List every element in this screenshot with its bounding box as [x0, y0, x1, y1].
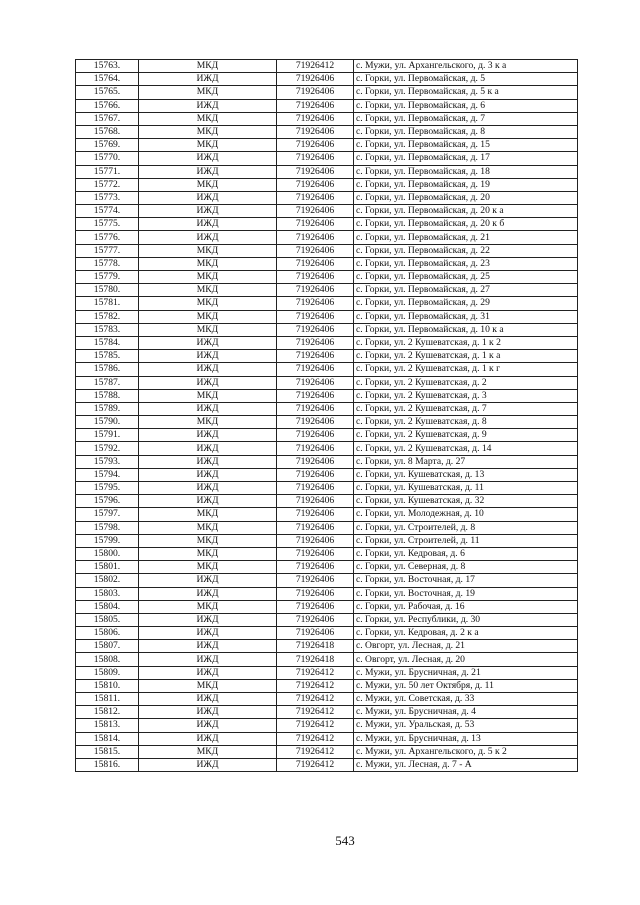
address-cell: с. Горки, ул. Кедровая, д. 6	[354, 547, 578, 560]
row-number-cell: 15799.	[76, 534, 139, 547]
oktmo-code-cell: 71926406	[277, 139, 354, 152]
row-number-cell: 15777.	[76, 244, 139, 257]
building-type-cell: ИЖД	[139, 402, 277, 415]
building-type-cell: ИЖД	[139, 429, 277, 442]
oktmo-code-cell: 71926412	[277, 60, 354, 73]
address-cell: с. Горки, ул. Кушеватская, д. 32	[354, 495, 578, 508]
table-row	[76, 534, 578, 547]
oktmo-code-cell: 71926406	[277, 455, 354, 468]
address-cell: с. Горки, ул. Первомайская, д. 23	[354, 257, 578, 270]
building-type-cell: ИЖД	[139, 73, 277, 86]
row-number-cell: 15794.	[76, 468, 139, 481]
building-type-cell: МКД	[139, 416, 277, 429]
oktmo-code-cell: 71926418	[277, 653, 354, 666]
building-type-cell: МКД	[139, 86, 277, 99]
address-cell: с. Горки, ул. Первомайская, д. 6	[354, 99, 578, 112]
building-type-cell: ИЖД	[139, 350, 277, 363]
oktmo-code-cell: 71926412	[277, 679, 354, 692]
address-cell: с. Горки, ул. Первомайская, д. 22	[354, 244, 578, 257]
building-type-cell: МКД	[139, 508, 277, 521]
address-cell: с. Горки, ул. 2 Кушеватская, д. 9	[354, 429, 578, 442]
table-row	[76, 482, 578, 495]
building-type-cell: МКД	[139, 60, 277, 73]
oktmo-code-cell: 71926406	[277, 429, 354, 442]
table-row	[76, 231, 578, 244]
address-cell: с. Мужи, ул. Архангельского, д. 5 к 2	[354, 745, 578, 758]
row-number-cell: 15790.	[76, 416, 139, 429]
building-type-cell: МКД	[139, 178, 277, 191]
oktmo-code-cell: 71926406	[277, 73, 354, 86]
address-cell: с. Горки, ул. Первомайская, д. 17	[354, 152, 578, 165]
building-type-cell: ИЖД	[139, 218, 277, 231]
table-row	[76, 640, 578, 653]
address-cell: с. Горки, ул. Кушеватская, д. 13	[354, 468, 578, 481]
table-row	[76, 218, 578, 231]
address-cell: с. Овгорт, ул. Лесная, д. 21	[354, 640, 578, 653]
table-row	[76, 679, 578, 692]
row-number-cell: 15767.	[76, 112, 139, 125]
table-row	[76, 455, 578, 468]
address-cell: с. Горки, ул. 2 Кушеватская, д. 7	[354, 402, 578, 415]
table-row	[76, 627, 578, 640]
table-row	[76, 244, 578, 257]
building-type-cell: ИЖД	[139, 205, 277, 218]
row-number-cell: 15811.	[76, 693, 139, 706]
address-cell: с. Горки, ул. Первомайская, д. 19	[354, 178, 578, 191]
table-row	[76, 323, 578, 336]
row-number-cell: 15775.	[76, 218, 139, 231]
row-number-cell: 15774.	[76, 205, 139, 218]
oktmo-code-cell: 71926406	[277, 363, 354, 376]
table-row	[76, 178, 578, 191]
building-type-cell: ИЖД	[139, 640, 277, 653]
table-row	[76, 257, 578, 270]
address-cell: с. Горки, ул. Первомайская, д. 31	[354, 310, 578, 323]
registry-table-body	[76, 60, 578, 772]
address-cell: с. Горки, ул. 2 Кушеватская, д. 8	[354, 416, 578, 429]
row-number-cell: 15768.	[76, 125, 139, 138]
oktmo-code-cell: 71926406	[277, 534, 354, 547]
row-number-cell: 15776.	[76, 231, 139, 244]
building-type-cell: МКД	[139, 561, 277, 574]
oktmo-code-cell: 71926412	[277, 732, 354, 745]
building-type-cell: ИЖД	[139, 376, 277, 389]
table-row	[76, 284, 578, 297]
oktmo-code-cell: 71926406	[277, 323, 354, 336]
row-number-cell: 15816.	[76, 758, 139, 771]
oktmo-code-cell: 71926406	[277, 561, 354, 574]
building-type-cell: ИЖД	[139, 442, 277, 455]
oktmo-code-cell: 71926406	[277, 99, 354, 112]
address-cell: с. Мужи, ул. Брусничная, д. 4	[354, 706, 578, 719]
row-number-cell: 15796.	[76, 495, 139, 508]
address-cell: с. Горки, ул. Первомайская, д. 20 к б	[354, 218, 578, 231]
address-cell: с. Горки, ул. Строителей, д. 11	[354, 534, 578, 547]
oktmo-code-cell: 71926406	[277, 336, 354, 349]
oktmo-code-cell: 71926406	[277, 574, 354, 587]
table-row	[76, 719, 578, 732]
row-number-cell: 15803.	[76, 587, 139, 600]
oktmo-code-cell: 71926406	[277, 271, 354, 284]
building-type-cell: ИЖД	[139, 455, 277, 468]
table-row	[76, 706, 578, 719]
oktmo-code-cell: 71926406	[277, 547, 354, 560]
address-cell: с. Горки, ул. Первомайская, д. 5 к а	[354, 86, 578, 99]
oktmo-code-cell: 71926406	[277, 495, 354, 508]
row-number-cell: 15784.	[76, 336, 139, 349]
address-cell: с. Мужи, ул. Советская, д. 33	[354, 693, 578, 706]
oktmo-code-cell: 71926412	[277, 666, 354, 679]
address-cell: с. Горки, ул. Кедровая, д. 2 к а	[354, 627, 578, 640]
row-number-cell: 15779.	[76, 271, 139, 284]
table-row	[76, 600, 578, 613]
oktmo-code-cell: 71926406	[277, 284, 354, 297]
row-number-cell: 15771.	[76, 165, 139, 178]
table-row	[76, 495, 578, 508]
building-type-cell: МКД	[139, 297, 277, 310]
row-number-cell: 15804.	[76, 600, 139, 613]
building-type-cell: ИЖД	[139, 468, 277, 481]
row-number-cell: 15793.	[76, 455, 139, 468]
page-number: 543	[335, 833, 355, 848]
table-row	[76, 587, 578, 600]
table-row	[76, 152, 578, 165]
row-number-cell: 15814.	[76, 732, 139, 745]
table-row	[76, 139, 578, 152]
building-type-cell: ИЖД	[139, 574, 277, 587]
oktmo-code-cell: 71926406	[277, 152, 354, 165]
row-number-cell: 15801.	[76, 561, 139, 574]
table-row	[76, 271, 578, 284]
oktmo-code-cell: 71926412	[277, 719, 354, 732]
row-number-cell: 15791.	[76, 429, 139, 442]
building-type-cell: ИЖД	[139, 165, 277, 178]
building-type-cell: МКД	[139, 389, 277, 402]
oktmo-code-cell: 71926412	[277, 745, 354, 758]
table-row	[76, 416, 578, 429]
building-type-cell: ИЖД	[139, 152, 277, 165]
address-cell: с. Горки, ул. Восточная, д. 19	[354, 587, 578, 600]
row-number-cell: 15810.	[76, 679, 139, 692]
row-number-cell: 15809.	[76, 666, 139, 679]
table-row	[76, 363, 578, 376]
oktmo-code-cell: 71926406	[277, 442, 354, 455]
table-row	[76, 508, 578, 521]
address-cell: с. Горки, ул. Первомайская, д. 18	[354, 165, 578, 178]
address-cell: с. Горки, ул. Молодежная, д. 10	[354, 508, 578, 521]
building-type-cell: ИЖД	[139, 613, 277, 626]
building-type-cell: ИЖД	[139, 719, 277, 732]
address-cell: с. Горки, ул. 2 Кушеватская, д. 1 к 2	[354, 336, 578, 349]
building-type-cell: МКД	[139, 284, 277, 297]
table-row	[76, 653, 578, 666]
oktmo-code-cell: 71926406	[277, 416, 354, 429]
row-number-cell: 15780.	[76, 284, 139, 297]
address-cell: с. Горки, ул. Первомайская, д. 29	[354, 297, 578, 310]
row-number-cell: 15815.	[76, 745, 139, 758]
building-type-cell: ИЖД	[139, 231, 277, 244]
oktmo-code-cell: 71926406	[277, 218, 354, 231]
row-number-cell: 15797.	[76, 508, 139, 521]
table-row	[76, 336, 578, 349]
table-row	[76, 205, 578, 218]
oktmo-code-cell: 71926406	[277, 521, 354, 534]
row-number-cell: 15813.	[76, 719, 139, 732]
oktmo-code-cell: 71926406	[277, 178, 354, 191]
address-cell: с. Горки, ул. 2 Кушеватская, д. 1 к г	[354, 363, 578, 376]
row-number-cell: 15765.	[76, 86, 139, 99]
row-number-cell: 15781.	[76, 297, 139, 310]
table-row	[76, 297, 578, 310]
address-cell: с. Мужи, ул. Брусничная, д. 21	[354, 666, 578, 679]
row-number-cell: 15812.	[76, 706, 139, 719]
row-number-cell: 15788.	[76, 389, 139, 402]
table-row	[76, 468, 578, 481]
building-type-cell: МКД	[139, 244, 277, 257]
oktmo-code-cell: 71926406	[277, 231, 354, 244]
address-cell: с. Горки, ул. Первомайская, д. 27	[354, 284, 578, 297]
row-number-cell: 15787.	[76, 376, 139, 389]
table-row	[76, 732, 578, 745]
oktmo-code-cell: 71926412	[277, 693, 354, 706]
row-number-cell: 15795.	[76, 482, 139, 495]
building-type-cell: МКД	[139, 521, 277, 534]
table-row	[76, 574, 578, 587]
table-row	[76, 547, 578, 560]
oktmo-code-cell: 71926406	[277, 310, 354, 323]
table-row	[76, 73, 578, 86]
oktmo-code-cell: 71926406	[277, 613, 354, 626]
row-number-cell: 15773.	[76, 191, 139, 204]
row-number-cell: 15792.	[76, 442, 139, 455]
address-cell: с. Горки, ул. Строителей, д. 8	[354, 521, 578, 534]
row-number-cell: 15808.	[76, 653, 139, 666]
row-number-cell: 15785.	[76, 350, 139, 363]
building-type-cell: ИЖД	[139, 482, 277, 495]
table-row	[76, 60, 578, 73]
oktmo-code-cell: 71926406	[277, 376, 354, 389]
oktmo-code-cell: 71926406	[277, 468, 354, 481]
table-row	[76, 429, 578, 442]
building-type-cell: ИЖД	[139, 693, 277, 706]
oktmo-code-cell: 71926406	[277, 482, 354, 495]
oktmo-code-cell: 71926406	[277, 402, 354, 415]
oktmo-code-cell: 71926406	[277, 125, 354, 138]
oktmo-code-cell: 71926406	[277, 244, 354, 257]
table-row	[76, 191, 578, 204]
row-number-cell: 15772.	[76, 178, 139, 191]
oktmo-code-cell: 71926406	[277, 191, 354, 204]
table-row	[76, 613, 578, 626]
table-row	[76, 561, 578, 574]
address-cell: с. Горки, ул. 2 Кушеватская, д. 1 к а	[354, 350, 578, 363]
table-row	[76, 86, 578, 99]
address-cell: с. Мужи, ул. Уральская, д. 53	[354, 719, 578, 732]
building-type-cell: МКД	[139, 257, 277, 270]
address-cell: с. Горки, ул. 2 Кушеватская, д. 3	[354, 389, 578, 402]
oktmo-code-cell: 71926406	[277, 205, 354, 218]
building-type-cell: МКД	[139, 139, 277, 152]
row-number-cell: 15782.	[76, 310, 139, 323]
building-type-cell: ИЖД	[139, 191, 277, 204]
table-row	[76, 112, 578, 125]
building-type-cell: МКД	[139, 547, 277, 560]
address-cell: с. Горки, ул. Первомайская, д. 25	[354, 271, 578, 284]
table-row	[76, 442, 578, 455]
building-type-cell: ИЖД	[139, 495, 277, 508]
table-row	[76, 521, 578, 534]
row-number-cell: 15783.	[76, 323, 139, 336]
table-row	[76, 666, 578, 679]
table-row	[76, 165, 578, 178]
row-number-cell: 15763.	[76, 60, 139, 73]
oktmo-code-cell: 71926406	[277, 627, 354, 640]
building-type-cell: ИЖД	[139, 99, 277, 112]
oktmo-code-cell: 71926406	[277, 165, 354, 178]
building-type-cell: МКД	[139, 310, 277, 323]
oktmo-code-cell: 71926418	[277, 640, 354, 653]
address-cell: с. Горки, ул. Кушеватская, д. 11	[354, 482, 578, 495]
building-type-cell: ИЖД	[139, 706, 277, 719]
address-cell: с. Горки, ул. Первомайская, д. 5	[354, 73, 578, 86]
building-type-cell: МКД	[139, 112, 277, 125]
table-row	[76, 402, 578, 415]
building-type-cell: МКД	[139, 534, 277, 547]
building-type-cell: ИЖД	[139, 758, 277, 771]
table-row	[76, 758, 578, 771]
address-cell: с. Горки, ул. Республики, д. 30	[354, 613, 578, 626]
row-number-cell: 15798.	[76, 521, 139, 534]
oktmo-code-cell: 71926406	[277, 86, 354, 99]
row-number-cell: 15778.	[76, 257, 139, 270]
oktmo-code-cell: 71926406	[277, 257, 354, 270]
building-type-cell: ИЖД	[139, 653, 277, 666]
table-row	[76, 350, 578, 363]
address-cell: с. Горки, ул. Первомайская, д. 10 к а	[354, 323, 578, 336]
row-number-cell: 15805.	[76, 613, 139, 626]
building-type-cell: ИЖД	[139, 666, 277, 679]
building-type-cell: ИЖД	[139, 336, 277, 349]
address-cell: с. Горки, ул. 2 Кушеватская, д. 14	[354, 442, 578, 455]
oktmo-code-cell: 71926406	[277, 112, 354, 125]
row-number-cell: 15789.	[76, 402, 139, 415]
table-row	[76, 389, 578, 402]
building-type-cell: ИЖД	[139, 627, 277, 640]
building-type-cell: ИЖД	[139, 587, 277, 600]
table-row	[76, 693, 578, 706]
building-type-cell: ИЖД	[139, 732, 277, 745]
address-cell: с. Мужи, ул. Брусничная, д. 13	[354, 732, 578, 745]
building-type-cell: МКД	[139, 600, 277, 613]
oktmo-code-cell: 71926406	[277, 389, 354, 402]
building-type-cell: МКД	[139, 271, 277, 284]
address-cell: с. Горки, ул. Восточная, д. 17	[354, 574, 578, 587]
address-cell: с. Мужи, ул. 50 лет Октября, д. 11	[354, 679, 578, 692]
building-type-cell: МКД	[139, 679, 277, 692]
row-number-cell: 15764.	[76, 73, 139, 86]
table-row	[76, 310, 578, 323]
address-cell: с. Горки, ул. Первомайская, д. 20 к а	[354, 205, 578, 218]
table-row	[76, 99, 578, 112]
oktmo-code-cell: 71926412	[277, 758, 354, 771]
building-type-cell: МКД	[139, 125, 277, 138]
address-cell: с. Горки, ул. Первомайская, д. 15	[354, 139, 578, 152]
table-row	[76, 125, 578, 138]
address-cell: с. Горки, ул. Первомайская, д. 21	[354, 231, 578, 244]
address-cell: с. Горки, ул. Первомайская, д. 8	[354, 125, 578, 138]
address-cell: с. Горки, ул. 2 Кушеватская, д. 2	[354, 376, 578, 389]
oktmo-code-cell: 71926406	[277, 297, 354, 310]
address-cell: с. Горки, ул. 8 Марта, д. 27	[354, 455, 578, 468]
oktmo-code-cell: 71926406	[277, 600, 354, 613]
address-cell: с. Горки, ул. Северная, д. 8	[354, 561, 578, 574]
address-cell: с. Мужи, ул. Архангельского, д. 3 к а	[354, 60, 578, 73]
address-cell: с. Овгорт, ул. Лесная, д. 20	[354, 653, 578, 666]
row-number-cell: 15766.	[76, 99, 139, 112]
oktmo-code-cell: 71926412	[277, 706, 354, 719]
housing-registry-table	[75, 59, 578, 772]
row-number-cell: 15769.	[76, 139, 139, 152]
building-type-cell: ИЖД	[139, 363, 277, 376]
oktmo-code-cell: 71926406	[277, 587, 354, 600]
address-cell: с. Мужи, ул. Лесная, д. 7 - А	[354, 758, 578, 771]
row-number-cell: 15786.	[76, 363, 139, 376]
row-number-cell: 15802.	[76, 574, 139, 587]
row-number-cell: 15800.	[76, 547, 139, 560]
row-number-cell: 15770.	[76, 152, 139, 165]
row-number-cell: 15807.	[76, 640, 139, 653]
table-row	[76, 745, 578, 758]
address-cell: с. Горки, ул. Первомайская, д. 20	[354, 191, 578, 204]
address-cell: с. Горки, ул. Рабочая, д. 16	[354, 600, 578, 613]
building-type-cell: МКД	[139, 323, 277, 336]
address-cell: с. Горки, ул. Первомайская, д. 7	[354, 112, 578, 125]
oktmo-code-cell: 71926406	[277, 350, 354, 363]
building-type-cell: МКД	[139, 745, 277, 758]
table-row	[76, 376, 578, 389]
row-number-cell: 15806.	[76, 627, 139, 640]
oktmo-code-cell: 71926406	[277, 508, 354, 521]
